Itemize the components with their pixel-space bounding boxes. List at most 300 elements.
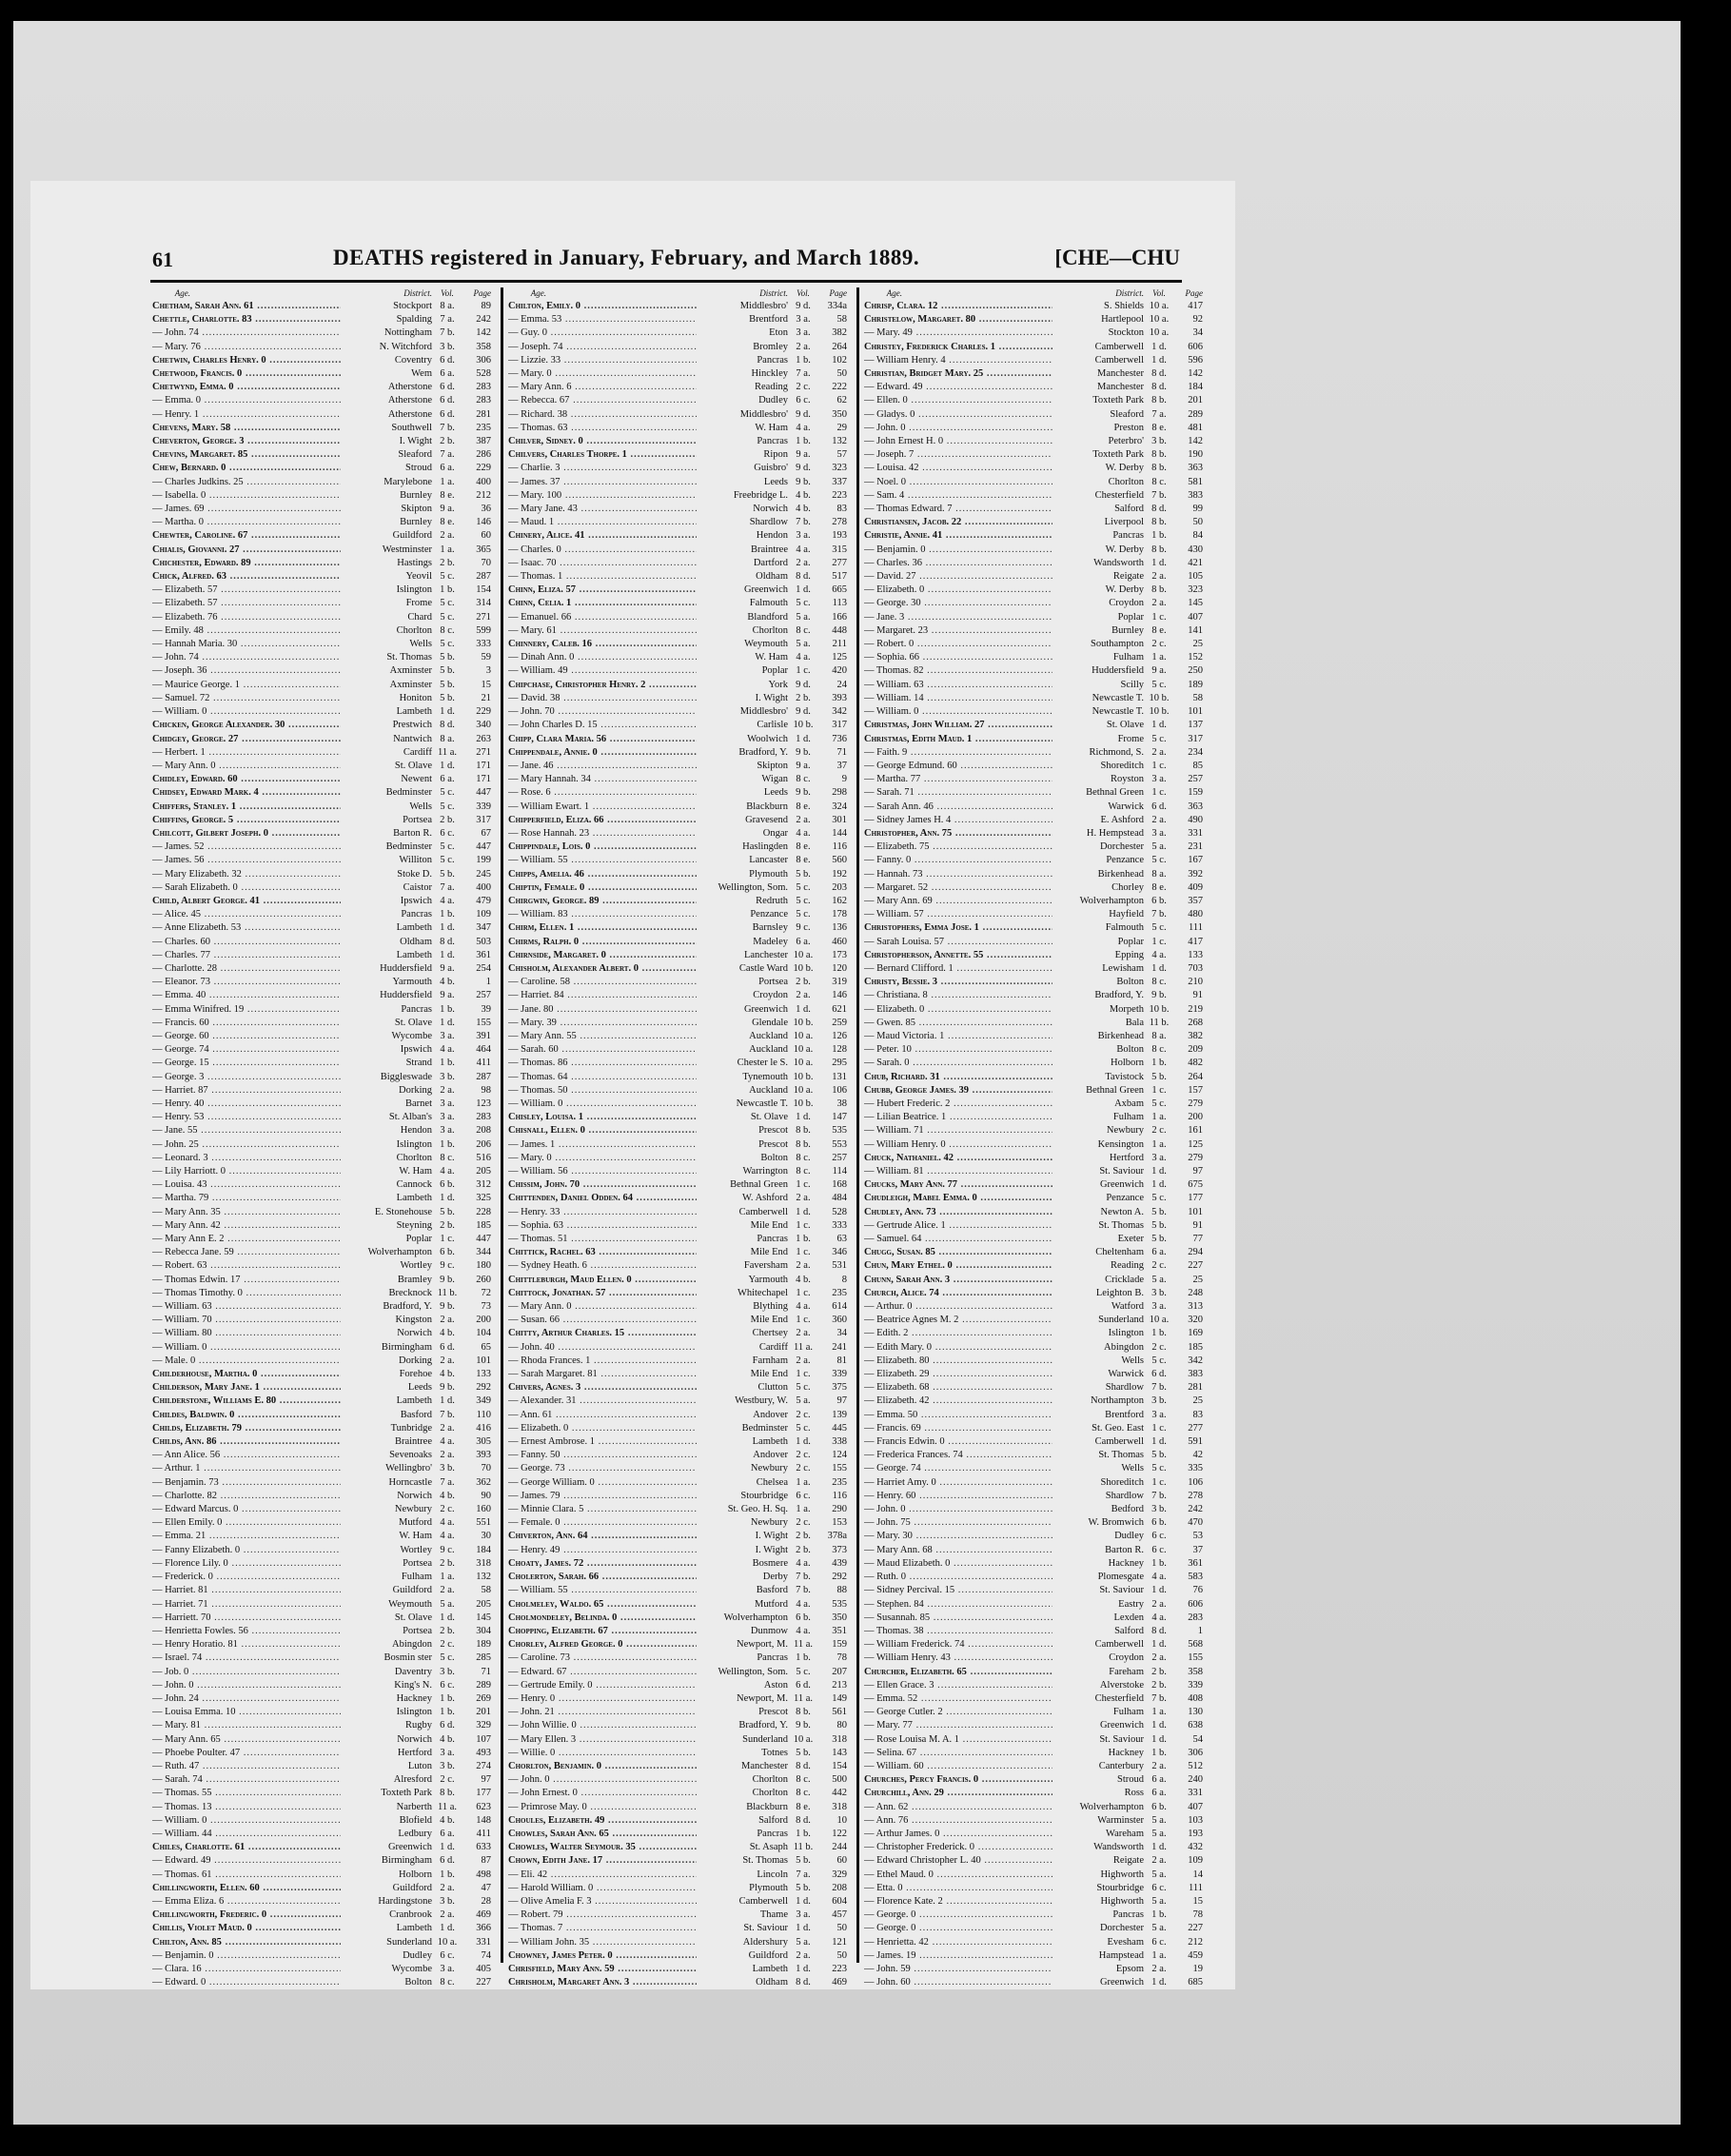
entry-volume: 5 c. [440,611,455,623]
register-entry [152,1274,491,1287]
register-entry [152,921,491,935]
entry-name: — Francis Edwin. 0 ..... [864,1435,1052,1449]
entry-name: — Francis. 60 ..... [152,1017,341,1030]
register-entry [152,760,491,773]
entry-district: St. Geo. H. Sq. [727,1504,788,1515]
entry-district: Manchester [741,1760,788,1771]
entry-page: 596 [1188,354,1203,366]
entry-page: 28 [481,1895,491,1907]
register-entry [508,611,847,624]
entry-volume: 8 d. [440,936,455,947]
entry-name: — Charles. 0 ..... [508,544,697,557]
entry-volume: 8 c. [440,1152,455,1163]
entry-name: Chiffins, George. 5 ..... [152,814,341,827]
register-entry [152,651,491,664]
entry-name: — Edward Christopher L. 40 ..... [864,1854,1052,1868]
entry-district: N. Witchford [379,341,432,352]
entry-volume: 10 a. [1149,327,1170,339]
entry-page: 36 [481,504,491,515]
entry-name: — Mary Hannah. 34 ..... [508,773,697,786]
register-entry [864,1274,1203,1287]
entry-page: 107 [476,1733,491,1745]
register-entry [152,746,491,760]
register-entry [864,1152,1203,1165]
entry-page: 445 [832,1422,847,1434]
register-entry [864,1841,1203,1854]
register-entry [152,1733,491,1747]
entry-volume: 2 b. [796,692,811,703]
entry-name: — Dinah Ann. 0 ..... [508,651,697,664]
entry-page: 101 [1188,706,1203,718]
entry-name: Chubb, George James. 39 ..... [864,1084,1052,1098]
entry-district: Warwick [1108,1369,1144,1380]
register-entry [152,1557,491,1571]
entry-volume: 8 a. [1151,1030,1167,1041]
register-entry [508,570,847,584]
entry-name: — Thomas Timothy. 0 ..... [152,1287,341,1300]
entry-page: 329 [832,1869,847,1880]
entry-name: — William. 71 ..... [864,1124,1052,1137]
entry-name: — Leonard. 3 ..... [152,1152,341,1165]
entry-page: 83 [836,504,847,515]
entry-district: Mile End [750,1369,788,1380]
entry-name: Chippendale, Annie. 0 ..... [508,746,697,760]
entry-page: 39 [481,1003,491,1015]
entry-district: Camberwell [738,1895,788,1907]
entry-district: Canterbury [1098,1760,1144,1771]
register-entry [152,814,491,827]
entry-name: Chugg, Susan. 85 ..... [864,1246,1052,1259]
entry-page: 90 [481,1490,491,1501]
entry-district: Lincoln [757,1869,788,1880]
entry-name: — William Ewart. 1 ..... [508,801,697,814]
entry-district: Camberwell [1094,1436,1144,1448]
entry-name: Chinnery, Caleb. 16 ..... [508,638,697,651]
register-entry [864,1666,1203,1679]
entry-district: Newton A. [1100,1206,1144,1217]
entry-volume: 2 c. [796,382,811,393]
entry-district: Hampstead [1098,1949,1144,1961]
entry-district: Hackney [1108,1557,1144,1569]
entry-page: 340 [476,720,491,731]
entry-name: — William. 0 ..... [864,705,1052,719]
entry-volume: 8 c. [440,1977,455,1988]
entry-district: Kensington [1097,1138,1144,1150]
entry-page: 15 [1192,1895,1203,1907]
entry-page: 493 [476,1747,491,1758]
entry-district: Lanchester [743,949,788,960]
entry-district: Burnley [1111,624,1144,636]
entry-page: 274 [476,1760,491,1771]
register-entry [152,313,491,326]
entry-district: Liverpool [1104,517,1144,528]
entry-name: — Emanuel. 66 ..... [508,611,697,624]
entry-volume: 2 a. [440,1084,455,1096]
register-entry [508,1544,847,1557]
entry-page: 50 [836,1923,847,1934]
entry-district: Pancras [401,1003,432,1015]
register-entry [508,854,847,867]
register-entry [864,854,1203,867]
entry-district: Spalding [396,314,432,326]
entry-district: W. Derby [1105,544,1144,555]
entry-name: — James. 56 ..... [152,854,341,867]
entry-district: Chorlton [396,1152,432,1163]
entry-page: 201 [476,1707,491,1718]
entry-page: 19 [1192,1963,1203,1974]
entry-district: Basford [400,1409,432,1420]
entry-name: — Rose. 6 ..... [508,786,697,800]
entry-name: Christmas, Edith Maud. 1 ..... [864,733,1052,746]
entry-page: 325 [476,1193,491,1204]
entry-volume: 9 c. [440,1260,455,1272]
entry-volume: 2 c. [1151,1341,1167,1353]
entry-name: Chrisholm, Margaret Ann. 3 ..... [508,1976,697,1989]
entry-page: 1 [1197,1625,1203,1636]
entry-district: Croydon [753,990,788,1001]
entry-name: Chitty, Arthur Charles. 15 ..... [508,1327,697,1340]
register-entry [152,1233,491,1246]
entry-volume: 8 e. [440,517,455,528]
entry-district: Sleaford [1110,408,1144,420]
entry-name: Chilvers, Charles Thorpe. 1 ..... [508,448,697,462]
entry-volume: 3 a. [440,1098,455,1109]
entry-name: — Thomas. 13 ..... [152,1801,341,1814]
entry-page: 342 [832,706,847,718]
entry-name: — Maurice George. 1 ..... [152,679,341,692]
entry-volume: 5 a. [1151,1869,1167,1880]
register-entry [152,1381,491,1394]
register-entry [508,1625,847,1638]
entry-page: 528 [832,1206,847,1217]
entry-volume: 2 a. [1151,1963,1167,1974]
entry-name: — Phoebe Poulter. 47 ..... [152,1747,341,1760]
entry-page: 408 [1188,1692,1203,1704]
entry-name: — John. 75 ..... [864,1516,1052,1530]
entry-district: Sleaford [398,449,432,461]
entry-volume: 10 b. [793,720,814,731]
entry-volume: 6 a. [1151,1788,1167,1799]
register-entry [864,1368,1203,1381]
entry-volume: 2 a. [796,341,811,352]
entry-page: 153 [832,1517,847,1529]
entry-page: 411 [476,1828,491,1839]
entry-district: Wycombe [391,1963,432,1974]
register-entry [152,1124,491,1137]
entry-volume: 9 b. [440,1274,455,1285]
register-entry [508,1111,847,1124]
entry-page: 189 [1188,679,1203,690]
register-entry [864,1584,1203,1597]
entry-district: Greenwich [387,1842,432,1853]
entry-page: 212 [1188,1936,1203,1948]
entry-district: Warrington [742,1166,788,1177]
register-entry [508,1476,847,1490]
entry-volume: 5 c. [440,639,455,650]
entry-district: Penzance [1106,855,1144,866]
register-entry [152,1895,491,1909]
entry-name: — Fanny Elizabeth. 0 ..... [152,1544,341,1557]
entry-district: Mutford [755,1598,788,1610]
register-entry [864,1462,1203,1475]
entry-district: Prescot [758,1138,788,1150]
entry-district: W. Ashford [741,1193,788,1204]
entry-volume: 3 b. [440,1071,455,1082]
entry-name: Chittock, Jonathan. 57 ..... [508,1287,697,1300]
register-entry [508,1178,847,1192]
entry-name: — William Frederick. 74 ..... [864,1638,1052,1652]
entry-volume: 1 d. [440,1193,455,1204]
entry-page: 161 [1188,1125,1203,1137]
register-entry [864,489,1203,503]
register-entry [152,638,491,651]
entry-district: Manchester [1097,368,1144,380]
entry-volume: 8 d. [1151,504,1167,515]
entry-page: 162 [832,895,847,906]
entry-name: Christopher, Ann. 75 ..... [864,827,1052,841]
entry-volume: 1 b. [1151,1557,1167,1569]
register-entry [508,1909,847,1922]
register-entry [508,1557,847,1571]
entry-page: 257 [1188,774,1203,785]
entry-name: Chorley, Alfred George. 0 ..... [508,1638,697,1652]
entry-volume: 5 c. [440,787,455,799]
entry-name: Childs, Ann. 86 ..... [152,1435,341,1449]
entry-page: 81 [836,1355,847,1366]
register-entry [152,1327,491,1340]
entry-name: Christey, Frederick Charles. 1 ..... [864,341,1052,354]
entry-volume: 3 a. [440,1112,455,1123]
entry-volume: 5 b. [796,1855,811,1867]
entry-name: Chiptin, Female. 0 ..... [508,881,697,895]
entry-page: 439 [832,1557,847,1569]
entry-name: — Rose Louisa M. A. 1 ..... [864,1733,1052,1747]
entry-district: Cheltenham [1095,1247,1144,1258]
entry-volume: 2 a. [440,1315,455,1326]
entry-volume: 5 a. [1151,1923,1167,1934]
register-entry [152,1219,491,1233]
entry-page: 304 [476,1625,491,1636]
entry-district: Hendon [756,530,788,542]
entry-page: 363 [1188,463,1203,474]
entry-name: — Mary Elizabeth. 32 ..... [152,868,341,881]
entry-page: 53 [1192,1531,1203,1542]
entry-page: 113 [832,598,847,609]
entry-page: 469 [832,1977,847,1988]
entry-district: Horncastle [388,1476,432,1488]
entry-volume: 2 b. [796,977,811,988]
register-entry [864,1612,1203,1625]
register-entry [152,1409,491,1422]
entry-name: — Sarah. 60 ..... [508,1043,697,1057]
entry-name: — Minnie Clara. 5 ..... [508,1503,697,1516]
entry-name: — Ruth. 47 ..... [152,1760,341,1773]
entry-name: Chittleburgh, Maud Ellen. 0 ..... [508,1274,697,1287]
entry-district: Ross [1124,1788,1144,1799]
entry-name: — William. 44 ..... [152,1828,341,1841]
entry-page: 89 [481,301,491,311]
entry-name: — John Charles D. 15 ..... [508,719,697,732]
entry-district: Reading [755,382,788,393]
entry-district: Pancras [1112,1909,1144,1921]
entry-page: 228 [476,1206,491,1217]
entry-district: Chorlton [396,624,432,636]
entry-name: — Robert. 0 ..... [864,638,1052,651]
register-entry [864,921,1203,935]
entry-page: 184 [476,1544,491,1555]
register-entry [508,1679,847,1692]
entry-district: St. Geo. East [1092,1422,1144,1434]
entry-page: 411 [476,1058,491,1069]
entry-volume: 5 c. [440,571,455,583]
entry-page: 317 [476,814,491,825]
register-entry [508,1030,847,1043]
entry-name: — Lilian Beatrice. 1 ..... [864,1111,1052,1124]
entry-name: — Harriett. 70 ..... [152,1612,341,1625]
entry-volume: 5 b. [1151,1219,1167,1231]
register-entry [152,1773,491,1787]
entry-volume: 6 a. [440,463,455,474]
entry-district: Forehoe [399,1369,432,1380]
entry-name: — Martha. 77 ..... [864,773,1052,786]
entry-district: Hackney [396,1692,432,1704]
entry-name: — Eli. 42 ..... [508,1869,697,1882]
entry-name: — Sam. 4 ..... [864,489,1052,503]
register-entry [508,1571,847,1584]
entry-name: Child, Albert George. 41 ..... [152,895,341,908]
register-entry [152,1287,491,1300]
entry-volume: 5 b. [1151,1071,1167,1082]
register-entry [864,1692,1203,1706]
entry-district: Bedminster [741,1422,788,1434]
entry-name: — Elizabeth. 42 ..... [864,1394,1052,1408]
entry-district: Derby [762,1572,788,1583]
entry-page: 180 [476,1260,491,1272]
entry-district: Wandsworth [1093,1842,1144,1853]
register-entry [152,1178,491,1192]
register-entry [152,679,491,692]
entry-volume: 8 b. [796,1125,811,1137]
entry-page: 199 [476,855,491,866]
register-entry [152,1017,491,1030]
entry-district: Williton [399,855,432,866]
register-entry [508,1274,847,1287]
register-entry [152,1246,491,1259]
entry-name: — Jane. 3 ..... [864,611,1052,624]
entry-page: 346 [832,1247,847,1258]
entry-page: 47 [481,1882,491,1893]
entry-volume: 8 d. [796,1814,811,1826]
entry-name: — Maud Elizabeth. 0 ..... [864,1557,1052,1571]
entry-district: Falmouth [1105,922,1144,934]
surname-range: [CHE—CHU [1054,246,1180,269]
register-entry [152,611,491,624]
entry-district: Castle Ward [738,962,788,974]
entry-name: — Frederick. 0 ..... [152,1571,341,1584]
entry-name: — Mary. 39 ..... [508,1017,697,1030]
entry-page: 383 [1188,489,1203,501]
entry-volume: 6 d. [1151,1369,1167,1380]
entry-district: Newcastle T. [1092,706,1144,718]
entry-name: — William. 60 ..... [864,1760,1052,1773]
entry-volume: 5 a. [796,1395,811,1407]
register-entry [508,1652,847,1665]
entry-page: 417 [1188,936,1203,947]
entry-name: — William. 0 ..... [152,1341,341,1355]
register-entry [152,624,491,638]
entry-volume: 2 c. [796,1409,811,1420]
entry-name: — Thomas. 51 ..... [508,1233,697,1246]
entry-name: Chilton, Emily. 0 ..... [508,300,697,313]
entry-district: Woolwich [747,733,788,744]
register-entry [864,989,1203,1002]
entry-name: — Etta. 0 ..... [864,1882,1052,1895]
entry-page: 171 [476,760,491,771]
entry-page: 244 [832,1842,847,1853]
entry-name: — John. 24 ..... [152,1692,341,1706]
entry-district: Haslingden [742,841,788,853]
entry-volume: 5 c. [440,841,455,853]
entry-page: 84 [1192,530,1203,542]
register-entry [864,1098,1203,1111]
entry-volume: 8 d. [1151,1625,1167,1636]
entry-volume: 5 b. [440,679,455,690]
register-entry [864,841,1203,854]
entry-district: Toxteth Park [1092,395,1144,406]
entry-volume: 8 c. [796,1774,811,1786]
entry-page: 387 [476,436,491,447]
entry-page: 235 [476,422,491,433]
entry-district: Croydon [1109,598,1144,609]
entry-district: Portsea [758,977,788,988]
entry-page: 145 [1188,598,1203,609]
entry-district: Lambeth [396,1395,432,1407]
entry-name: — Bernard Clifford. 1 ..... [864,962,1052,976]
entry-page: 109 [1188,1855,1203,1867]
entry-page: 70 [481,557,491,568]
register-entry [864,1327,1203,1340]
register-entry [152,1922,491,1935]
entry-name: Chrisp, Clara. 12 ..... [864,300,1052,313]
entry-volume: 5 b. [796,1882,811,1893]
entry-volume: 5 b. [440,692,455,703]
entry-volume: 3 b. [1151,436,1167,447]
entry-volume: 8 e. [1151,422,1167,433]
entry-volume: 8 c. [1151,1044,1167,1056]
register-entry [508,760,847,773]
register-entry [152,544,491,557]
entry-volume: 5 c. [1151,733,1167,744]
entry-volume: 1 c. [796,1287,811,1298]
entry-name: Cholerton, Sarah. 66 ..... [508,1571,697,1584]
entry-volume: 2 b. [440,436,455,447]
entry-district: Wycombe [391,1030,432,1041]
entry-name: — George. 15 ..... [152,1057,341,1070]
entry-page: 417 [1188,301,1203,311]
register-entry [864,881,1203,895]
entry-volume: 9 b. [796,746,811,758]
entry-name: — Christiana. 8 ..... [864,989,1052,1002]
entry-district: Camberwell [1094,1639,1144,1651]
entry-page: 223 [832,1963,847,1974]
entry-page: 281 [1188,1382,1203,1394]
entry-volume: 4 b. [440,1490,455,1501]
register-entry [508,719,847,732]
entry-district: St. Thomas [742,1855,788,1867]
entry-volume: 5 c. [796,881,811,893]
entry-district: Aston [763,1679,788,1691]
entry-page: 142 [476,327,491,339]
